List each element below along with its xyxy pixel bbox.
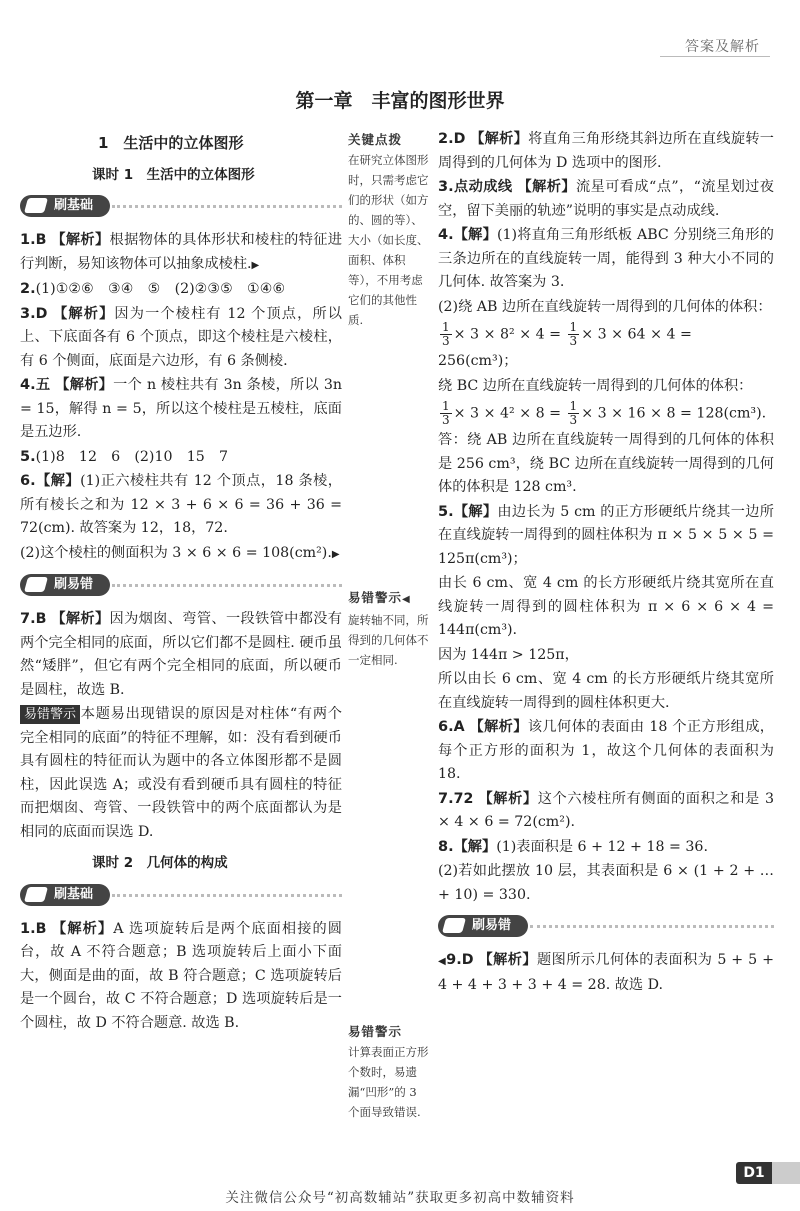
dotted-divider (112, 894, 342, 897)
pencil-icon (24, 887, 48, 902)
answer-choice: B (35, 920, 47, 937)
answer-text: 因为烟囱、弯管、一段铁管中都没有两个完全相同的底面，所以它们都不是圆柱. 硬币虽然“矮胖”，但它有两个完全相同的底面，所以硬币是圆柱，故选 B. (20, 611, 342, 698)
answer-item (20, 374, 342, 445)
error-warning (20, 703, 342, 844)
answer-item (20, 918, 342, 1036)
answer-text: (1)正六棱柱共有 12 个顶点，18 条棱，所有棱长之和为 12 × 3 + 6 × 6 = 36 + 36 = 72(cm). 故答案为 12，18，72. (20, 473, 342, 536)
answer-item (20, 229, 342, 277)
answer-text: 将直角三角形绕其斜边所在直线旋转一周得到的几何体为 D 选项中的图形. (438, 131, 774, 171)
error-banner (20, 574, 342, 598)
page-number: D1 (736, 1162, 772, 1184)
answer-item (20, 303, 342, 374)
answer-text: 这个六棱柱所有侧面的面积之和是 3 × 4 × 6 = 72(cm²). (438, 790, 774, 830)
analysis-tag: 【解析】 (51, 232, 110, 248)
fraction (568, 321, 580, 348)
answer-item (20, 608, 342, 702)
answer-choice: B (35, 611, 47, 627)
answer-item (438, 501, 774, 572)
answer-choice: 72 (453, 790, 474, 807)
answer-text: (1)①②⑥ ③④ ⑤ (2)②③⑤ ①④⑥ (35, 281, 286, 297)
solution-tag: 【解】 (453, 227, 497, 243)
header-label: 答案及解析 (685, 39, 760, 55)
banner-pill (20, 574, 110, 596)
answer-item (438, 224, 774, 295)
fraction-denominator: 3 (442, 413, 450, 427)
item-number: 7. (438, 790, 454, 807)
answer-item (20, 278, 342, 302)
answer-choice: 点动成线 (453, 179, 513, 195)
header-divider (660, 56, 770, 57)
pointer-icon: ▶ (331, 548, 340, 560)
answer-text-continued: 答：绕 AB 边所在直线旋转一周得到的几何体的体积是 256 cm³，绕 BC 边所在直线旋转一周得到的几何体的体积是 128 cm³. (438, 432, 774, 495)
right-column (438, 128, 774, 998)
analysis-tag: 【解析】 (55, 377, 114, 393)
item-number: 8. (438, 838, 454, 855)
answer-item (438, 836, 774, 860)
analysis-tag: 【解析】 (51, 611, 110, 627)
answer-text-continued: 由长 6 cm、宽 4 cm 的长方形硬纸片绕其宽所在直线旋转一周得到的圆柱体积为 π × 6 × 6 × 4 = 144π(cm³). (438, 575, 774, 638)
footer-note: 关注微信公众号“初高数辅站”获取更多初高中数辅资料 (225, 1190, 575, 1206)
item-number: 1. (20, 232, 36, 248)
banner-pill (20, 195, 110, 217)
answer-choice: D (453, 131, 466, 147)
lesson-1-title: 课时 1 生活中的立体图形 (92, 166, 255, 183)
fraction-denominator: 3 (442, 334, 450, 348)
analysis-tag: 【解析】 (52, 920, 114, 937)
left-column (20, 128, 342, 1036)
answer-text: 该几何体的表面由 18 个正方形组成，每个正方形的面积为 1，故这个几何体的表面积为 18. (438, 719, 774, 782)
fraction-numerator: 1 (569, 320, 578, 334)
answer-text: (1)表面积是 6 + 12 + 18 = 36. (496, 838, 708, 855)
solution-tag: 【解】 (453, 503, 498, 520)
fraction-denominator: 3 (569, 413, 578, 427)
answer-text: (2)这个棱柱的侧面积为 3 × 6 × 6 = 108(cm²). (20, 544, 332, 561)
chapter-title: 第一章 丰富的图形世界 (295, 90, 505, 112)
item-number: 5. (438, 503, 454, 520)
answer-item (438, 716, 774, 787)
answer-text: (1)8 12 6 (2)10 15 7 (35, 448, 228, 465)
banner-label: 刷基础 (54, 198, 94, 213)
item-number: 2. (438, 131, 454, 147)
solution-tag: 【解】 (453, 838, 497, 855)
answer-text: 根据物体的具体形状和棱柱的特征进行判断，易知该物体可以抽象成棱柱. (20, 232, 342, 272)
item-number: 2. (20, 281, 36, 297)
banner-pill (438, 915, 528, 937)
answer-item (20, 470, 342, 541)
item-number: 3. (438, 179, 454, 195)
fraction (440, 321, 452, 348)
answer-text: A 选项旋转后是两个底面相接的圆台，故 A 不符合题意；B 选项旋转后上面小下面大，侧面是曲的面，故 B 符合题意；C 选项旋转后是一个圆台，故 C 不符合题意；D 选项旋转后是一个圆柱，故 D 不符合题意. 故选 B. (20, 920, 342, 1031)
section-title: 1 生活中的立体图形 (98, 134, 244, 152)
answer-text: (1)将直角三角形纸板 ABC 分别绕三角形的三条边所在的直线旋转一周，能得到 3 种大小不同的几何体. 故答案为 3. (438, 227, 774, 290)
answer-text: 一个 n 棱柱共有 3n 条棱，所以 3n = 15，解得 n = 5，所以这个棱柱是五棱柱，底面是五边形. (20, 377, 342, 440)
item-number: 3. (20, 305, 36, 322)
basic-banner (20, 195, 342, 219)
banner-label: 刷易错 (472, 918, 512, 933)
sidebar-title: 关键点拨 (348, 132, 403, 147)
analysis-tag: 【解析】 (470, 131, 529, 147)
warning-text: 本题易出现错误的原因是对柱体“有两个完全相同的底面”的特征不理解，如：没有看到硬币具有圆柱的特征而认为题中的各立体图形都不是圆柱，因此误选 A；或没有看到硬币具有圆柱的特征而把烟囱、弯管、一段铁管中的两个底面都认为是相同的底面而误选 D. (20, 706, 342, 840)
answer-text-continued: (2)绕 AB 边所在直线旋转一周得到的几何体的体积： (438, 298, 772, 315)
formula-line (438, 321, 774, 348)
analysis-tag: 【解析】 (478, 952, 537, 968)
sidebar-note-warning-2 (348, 1022, 430, 1122)
fraction-numerator: 1 (442, 320, 450, 334)
basic-banner-2 (20, 884, 342, 908)
banner-label: 刷基础 (54, 886, 94, 902)
answer-choice: A (453, 719, 465, 735)
sidebar-title: 易错警示 (348, 590, 403, 605)
item-number: 4. (20, 377, 36, 393)
sidebar-text: 旋转轴不同，所得到的几何体不一定相同. (348, 613, 429, 667)
formula-text: × 3 × 64 × 4 = (581, 326, 692, 343)
item-number: 1. (20, 920, 36, 937)
lesson-2-title: 课时 2 几何体的构成 (92, 855, 228, 871)
analysis-tag: 【解析】 (53, 305, 115, 322)
fraction (440, 400, 452, 427)
answer-choice: B (35, 232, 47, 248)
item-number: 5. (20, 448, 36, 465)
answer-text: 由边长为 5 cm 的正方形硬纸片绕其一边所在直线旋转一周得到的圆柱体积为 π × 5 × 5 × 5 = 125π(cm³)； (438, 503, 774, 567)
answer-text: 流星可看成“点”，“流星划过夜空，留下美丽的轨迹”说明的事实是点动成线. (438, 179, 774, 219)
sidebar-title-row (348, 588, 430, 610)
fraction (568, 400, 580, 427)
answer-item (20, 446, 342, 470)
item-number: 9. (446, 952, 462, 968)
formula-text: × 3 × 16 × 8 = 128(cm³). (581, 405, 767, 422)
formula-text: × 3 × 8² × 4 = (453, 326, 562, 343)
fraction-numerator: 1 (569, 399, 578, 413)
banner-label: 刷易错 (54, 577, 94, 592)
dotted-divider (112, 205, 342, 208)
solution-tag: 【解】 (35, 473, 81, 489)
formula-line (438, 400, 774, 427)
pointer-icon: ◀ (402, 594, 411, 605)
pointer-icon: ▶ (251, 259, 260, 271)
fraction-numerator: 1 (442, 399, 450, 413)
item-number: 4. (438, 227, 454, 243)
sidebar-text: 在研究立体图形时，只需考虑它们的形状（如方的、圆的等）、大小（如长度、面积、体积等），不用考虑它们的其他性质. (348, 153, 429, 327)
answer-choice: 五 (35, 377, 51, 393)
pointer-icon: ◀ (438, 956, 447, 967)
answer-item (438, 128, 774, 175)
answer-text: 因为一个棱柱有 12 个顶点，所以上、下底面各有 6 个顶点，即这个棱柱是六棱柱，有 6 个侧面，底面是六边形，有 6 条侧棱. (20, 305, 342, 369)
error-banner-2 (438, 915, 774, 939)
fraction-denominator: 3 (569, 334, 578, 348)
answer-item (438, 176, 774, 223)
item-number: 7. (20, 611, 36, 627)
answer-text-continued: 所以由长 6 cm、宽 4 cm 的长方形硬纸片绕其宽所在直线旋转一周得到的圆柱体积更大. (438, 671, 774, 711)
sidebar-title: 易错警示 (348, 1024, 403, 1039)
answer-text-continued: 绕 BC 边所在直线旋转一周得到的几何体的体积： (438, 377, 753, 394)
formula-result: 256(cm³)； (438, 353, 518, 369)
pencil-icon (24, 577, 48, 592)
answer-choice: D (461, 952, 474, 968)
answer-text-continued: (2)若如此摆放 10 层，其表面积是 6 × (1 + 2 + … + 10) = 330. (438, 863, 774, 903)
sidebar-note-warning-1 (348, 588, 430, 670)
sidebar-text: 计算表面正方形个数时，易遗漏“凹形”的 3 个面导致错误. (348, 1045, 429, 1119)
dotted-divider (530, 925, 774, 928)
warning-label: 易错警示 (20, 705, 80, 724)
banner-pill (20, 884, 110, 906)
pencil-icon (442, 918, 466, 933)
answer-text-continued (20, 542, 342, 567)
formula-text: × 3 × 4² × 8 = (453, 405, 562, 422)
answer-text-continued: 因为 144π > 125π， (438, 646, 579, 663)
analysis-tag: 【解析】 (478, 790, 538, 807)
answer-item (438, 788, 774, 835)
analysis-tag: 【解析】 (469, 719, 528, 735)
page-number-tab (772, 1162, 800, 1184)
item-number: 6. (20, 473, 36, 489)
answer-text: 题图所示几何体的表面积为 5 + 5 + 4 + 4 + 3 + 3 + 4 = 28. 故选 D. (438, 952, 774, 993)
answer-item (438, 949, 774, 997)
analysis-tag: 【解析】 (517, 179, 576, 195)
pencil-icon (24, 198, 48, 213)
dotted-divider (112, 584, 342, 587)
answer-choice: D (35, 305, 48, 322)
item-number: 6. (438, 719, 454, 735)
sidebar-note-key-point (348, 130, 430, 330)
